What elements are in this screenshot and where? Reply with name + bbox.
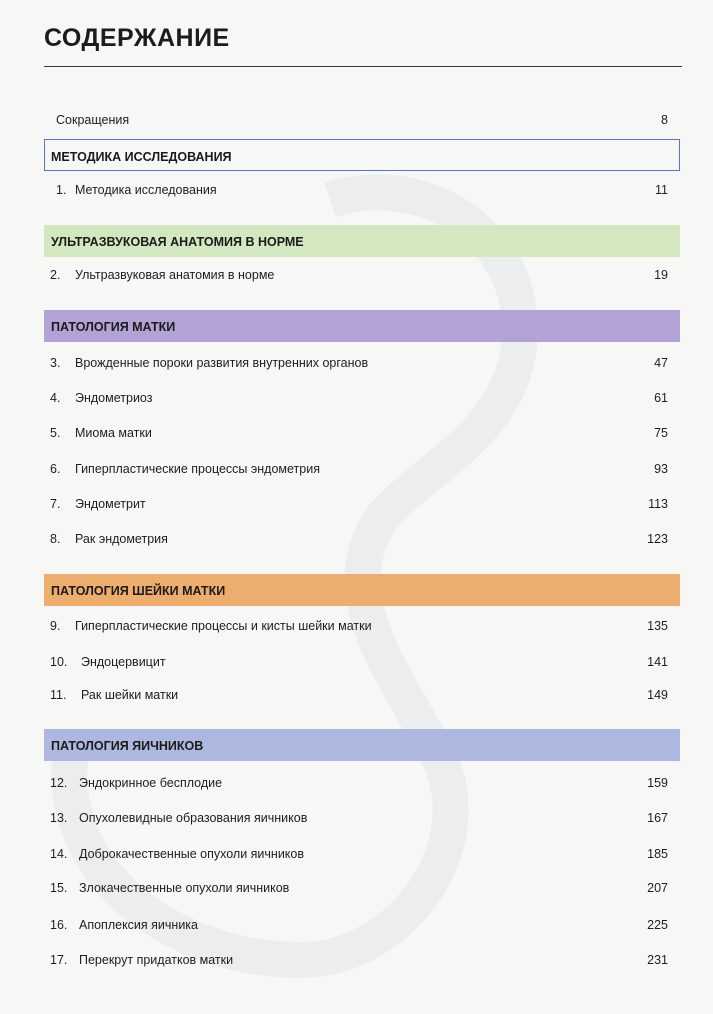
toc-item-page: 61 bbox=[654, 391, 668, 405]
toc-row[interactable] bbox=[44, 617, 682, 637]
toc-item-page: 185 bbox=[647, 847, 668, 861]
toc-item-label: Эндокринное бесплодие bbox=[79, 776, 223, 790]
toc-item-label: Сокращения bbox=[56, 113, 130, 127]
toc-item-page: 123 bbox=[647, 532, 668, 546]
toc-row[interactable] bbox=[44, 495, 682, 515]
toc-item-number: 11. bbox=[50, 688, 67, 702]
section-header-uterus-pathology[interactable]: ПАТОЛОГИЯ МАТКИ bbox=[44, 310, 680, 342]
toc-item-page: 113 bbox=[648, 497, 668, 511]
toc-item-number: 8. bbox=[50, 532, 61, 546]
toc-item-number: 14. bbox=[50, 847, 68, 861]
toc-item-label: Гиперпластические процессы и кисты шейки матки bbox=[75, 619, 372, 633]
toc-row[interactable] bbox=[44, 389, 682, 409]
toc-item-label: Опухолевидные образования яичников bbox=[79, 811, 308, 825]
toc-abbreviations-row[interactable] bbox=[44, 111, 682, 131]
toc-row[interactable] bbox=[44, 653, 682, 673]
toc-item-number: 15. bbox=[50, 881, 68, 895]
toc-row[interactable] bbox=[44, 916, 682, 936]
toc-item-label: Апоплексия яичника bbox=[79, 918, 199, 932]
toc-item-page: 75 bbox=[654, 426, 668, 440]
toc-item-page: 47 bbox=[654, 356, 668, 370]
toc-item-page: 93 bbox=[654, 462, 668, 476]
toc-item-page: 141 bbox=[647, 655, 668, 669]
toc-item-page: 11 bbox=[655, 183, 668, 197]
toc-item-number: 6. bbox=[50, 462, 61, 476]
toc-row[interactable] bbox=[44, 424, 682, 444]
toc-item-label: Злокачественные опухоли яичников bbox=[79, 881, 290, 895]
toc-item-label: Методика исследования bbox=[75, 183, 217, 197]
toc-row[interactable] bbox=[44, 181, 682, 201]
toc-item-label: Рак эндометрия bbox=[75, 532, 168, 546]
toc-row[interactable] bbox=[44, 686, 682, 706]
section-header-ovary-pathology[interactable]: ПАТОЛОГИЯ ЯИЧНИКОВ bbox=[44, 729, 680, 761]
title-divider bbox=[44, 66, 682, 67]
toc-item-number: 2. bbox=[50, 268, 61, 282]
toc-item-page: 159 bbox=[647, 776, 668, 790]
toc-item-page: 135 bbox=[647, 619, 668, 633]
section-header-methods[interactable]: МЕТОДИКА ИССЛЕДОВАНИЯ bbox=[44, 139, 680, 171]
toc-row[interactable] bbox=[44, 530, 682, 550]
toc-row[interactable] bbox=[44, 879, 682, 899]
page-title: СОДЕРЖАНИЕ bbox=[44, 24, 230, 52]
toc-item-number: 16. bbox=[50, 918, 68, 932]
toc-item-label: Эндометрит bbox=[75, 497, 146, 511]
toc-item-label: Врожденные пороки развития внутренних органов bbox=[75, 356, 369, 370]
toc-item-label: Рак шейки матки bbox=[81, 688, 179, 702]
toc-row[interactable] bbox=[44, 266, 682, 286]
toc-item-number: 1. bbox=[56, 183, 67, 197]
toc-row[interactable] bbox=[44, 460, 682, 480]
toc-item-number: 9. bbox=[50, 619, 61, 633]
toc-item-page: 225 bbox=[647, 918, 668, 932]
toc-item-number: 13. bbox=[50, 811, 68, 825]
toc-item-label: Гиперпластические процессы эндометрия bbox=[75, 462, 320, 476]
toc-item-number: 7. bbox=[50, 497, 61, 511]
toc-item-number: 4. bbox=[50, 391, 61, 405]
toc-item-page: 149 bbox=[647, 688, 668, 702]
toc-row[interactable] bbox=[44, 951, 682, 971]
toc-item-label: Миома матки bbox=[75, 426, 152, 440]
toc-row[interactable] bbox=[44, 809, 682, 829]
toc-row[interactable] bbox=[44, 845, 682, 865]
toc-item-number: 10. bbox=[50, 655, 68, 669]
toc-item-number: 3. bbox=[50, 356, 61, 370]
section-header-cervix-pathology[interactable]: ПАТОЛОГИЯ ШЕЙКИ МАТКИ bbox=[44, 574, 680, 606]
toc-item-label: Ультразвуковая анатомия в норме bbox=[75, 268, 275, 282]
toc-item-page: 8 bbox=[661, 113, 668, 127]
toc-item-label: Доброкачественные опухоли яичников bbox=[79, 847, 305, 861]
toc-item-label: Эндометриоз bbox=[75, 391, 153, 405]
toc-item-page: 231 bbox=[647, 953, 668, 967]
toc-item-page: 167 bbox=[647, 811, 668, 825]
toc-row[interactable] bbox=[44, 354, 682, 374]
section-header-normal-anatomy[interactable]: УЛЬТРАЗВУКОВАЯ АНАТОМИЯ В НОРМЕ bbox=[44, 225, 680, 257]
toc-item-page: 19 bbox=[654, 268, 668, 282]
toc-row[interactable] bbox=[44, 774, 682, 794]
toc-item-label: Эндоцервицит bbox=[81, 655, 166, 669]
toc-item-number: 12. bbox=[50, 776, 68, 790]
toc-item-number: 17. bbox=[50, 953, 68, 967]
toc-item-label: Перекрут придатков матки bbox=[79, 953, 234, 967]
toc-item-number: 5. bbox=[50, 426, 61, 440]
toc-item-page: 207 bbox=[647, 881, 668, 895]
